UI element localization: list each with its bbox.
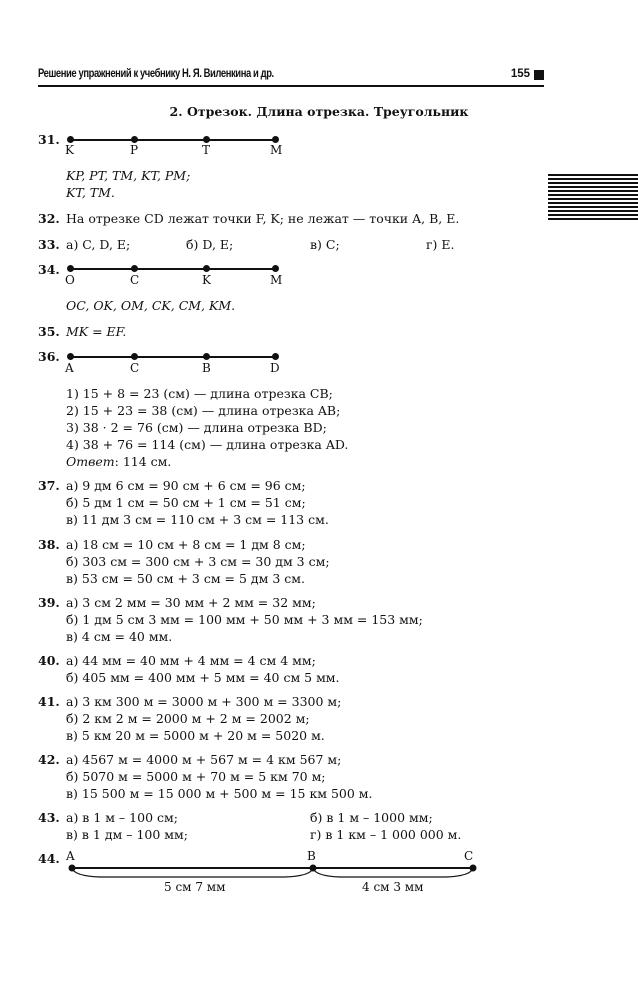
exercise-number: 41. xyxy=(38,694,60,709)
exercise-number: 36. xyxy=(38,349,60,364)
answer-c: в) в 1 дм – 100 мм; xyxy=(66,827,188,842)
answer-label: Ответ xyxy=(66,454,115,469)
solution-line: в) 15 500 м = 15 000 м + 500 м = 15 км 500 м. xyxy=(66,786,373,801)
point-label: C xyxy=(130,273,140,287)
exercise-number: 32. xyxy=(38,211,60,226)
point-label: B xyxy=(202,361,211,375)
solution-line: в) 11 дм 3 см = 110 см + 3 см = 113 см. xyxy=(66,512,329,527)
solution-step: 3) 38 · 2 = 76 (см) — длина отрезка BD; xyxy=(66,420,327,435)
point-label: M xyxy=(270,143,283,157)
exercise-number: 43. xyxy=(38,810,60,825)
solution-line: а) 3 км 300 м = 3000 м + 300 м = 3300 м; xyxy=(66,694,342,709)
running-header xyxy=(38,68,544,86)
answer-d: г) E. xyxy=(426,237,455,252)
solution-line: в) 53 см = 50 см + 3 см = 5 дм 3 см. xyxy=(66,571,305,586)
solution-line: б) 405 мм = 400 мм + 5 мм = 40 см 5 мм. xyxy=(66,670,340,685)
segment-line xyxy=(70,139,277,141)
exercise-39 xyxy=(38,595,66,610)
segment-point xyxy=(131,136,138,143)
point-label: P xyxy=(130,143,139,157)
solution-step: 1) 15 + 8 = 23 (см) — длина отрезка CB; xyxy=(66,386,333,401)
point-label: O xyxy=(65,273,75,287)
length-label-ab: 5 см 7 мм xyxy=(164,880,226,894)
point-label: C xyxy=(130,361,140,375)
exercise-38 xyxy=(38,537,66,552)
exercise-number: 33. xyxy=(38,237,60,252)
solution-line: а) 9 дм 6 см = 90 см + 6 см = 96 см; xyxy=(66,478,306,493)
exercise-43 xyxy=(38,810,66,825)
segment-point xyxy=(203,136,210,143)
exercise-number: 37. xyxy=(38,478,60,493)
exercise-42 xyxy=(38,752,66,767)
answer-b: б) в 1 м – 1000 мм; xyxy=(310,810,433,825)
solution-step: 4) 38 + 76 = 114 (см) — длина отрезка AD. xyxy=(66,437,349,452)
exercise-number: 34. xyxy=(38,262,60,277)
segment-point xyxy=(203,353,210,360)
exercise-37 xyxy=(38,478,66,493)
solution-line: б) 2 км 2 м = 2000 м + 2 м = 2002 м; xyxy=(66,711,310,726)
answer-a: а) в 1 м – 100 см; xyxy=(66,810,178,825)
page-number: 155 xyxy=(510,68,530,80)
segment-point xyxy=(67,353,74,360)
brace-right xyxy=(313,868,473,877)
exercise-40 xyxy=(38,653,66,668)
solution-line: в) 5 км 20 м = 5000 м + 20 м = 5020 м. xyxy=(66,728,325,743)
section-title: 2. Отрезок. Длина отрезка. Треугольник xyxy=(169,104,469,119)
solution-step: 2) 15 + 23 = 38 (см) — длина отрезка AB; xyxy=(66,403,341,418)
segment-point xyxy=(203,265,210,272)
solution-line: б) 303 см = 300 см + 3 см = 30 дм 3 см; xyxy=(66,554,330,569)
solution-line: а) 4567 м = 4000 м + 567 м = 4 км 567 м; xyxy=(66,752,342,767)
exercise-34 xyxy=(38,262,66,277)
answer-line xyxy=(66,454,171,469)
answer-value: : 114 см. xyxy=(114,454,172,469)
solution-line: а) 44 мм = 40 мм + 4 мм = 4 см 4 мм; xyxy=(66,653,316,668)
segment-point xyxy=(67,136,74,143)
length-label-bc: 4 см 3 мм xyxy=(362,880,424,894)
point-label: A xyxy=(65,361,74,375)
solution-line: в) 4 см = 40 мм. xyxy=(66,629,173,644)
exercise-number: 40. xyxy=(38,653,60,668)
exercise-number: 39. xyxy=(38,595,60,610)
point-label: K xyxy=(65,143,74,157)
answer-d: г) в 1 км – 1 000 000 м. xyxy=(310,827,462,842)
segment-point xyxy=(67,265,74,272)
segment-point xyxy=(272,353,279,360)
brace-left xyxy=(72,868,313,877)
segment-point xyxy=(272,136,279,143)
segment-line xyxy=(70,268,277,270)
exercise-text: MK = EF. xyxy=(66,324,127,339)
exercise-32 xyxy=(38,211,459,226)
segment-point xyxy=(131,265,138,272)
header-rule xyxy=(38,85,544,87)
solution-line: б) 1 дм 5 см 3 мм = 100 мм + 50 мм + 3 мм = 153 мм; xyxy=(66,612,423,627)
exercise-number: 38. xyxy=(38,537,60,552)
text-line: OC, OK, OM, CK, CM, KM. xyxy=(66,298,236,313)
answer-b: б) D, E; xyxy=(186,237,234,252)
exercise-41 xyxy=(38,694,66,709)
point-label: A xyxy=(66,849,75,863)
exercise-text: На отрезке CD лежат точки F, K; не лежат — точки A, B, E. xyxy=(66,211,460,226)
text-line: KP, PT, TM, KT, PM; xyxy=(66,168,191,183)
exercise-number: 42. xyxy=(38,752,60,767)
exercise-number: 35. xyxy=(38,324,60,339)
point-label: T xyxy=(202,143,211,157)
edge-stripes-marker xyxy=(548,174,638,222)
exercise-number: 31. xyxy=(38,132,60,147)
point-label: C xyxy=(464,849,474,863)
point-label: B xyxy=(307,849,316,863)
solution-line: б) 5070 м = 5000 м + 70 м = 5 км 70 м; xyxy=(66,769,326,784)
segment-point xyxy=(272,265,279,272)
exercise-36 xyxy=(38,349,66,364)
answer-c: в) C; xyxy=(310,237,340,252)
solution-line: а) 3 см 2 мм = 30 мм + 2 мм = 32 мм; xyxy=(66,595,316,610)
solution-line: а) 18 см = 10 см + 8 см = 1 дм 8 см; xyxy=(66,537,306,552)
point-label: K xyxy=(202,273,211,287)
header-title: Решение упражнений к учебнику Н. Я. Виленкина и др. xyxy=(38,68,274,80)
header-square-mark xyxy=(534,70,544,80)
point-label: M xyxy=(270,273,283,287)
exercise-31 xyxy=(38,132,66,147)
solution-line: б) 5 дм 1 см = 50 см + 1 см = 51 см; xyxy=(66,495,306,510)
exercise-35 xyxy=(38,324,126,339)
segment-point xyxy=(131,353,138,360)
point-label: D xyxy=(270,361,280,375)
answer-a: а) C, D, E; xyxy=(66,237,131,252)
exercise-number: 44. xyxy=(38,851,60,866)
text-line: KT, TM. xyxy=(66,185,115,200)
exercise-33 xyxy=(38,237,66,252)
segment-line xyxy=(70,356,277,358)
